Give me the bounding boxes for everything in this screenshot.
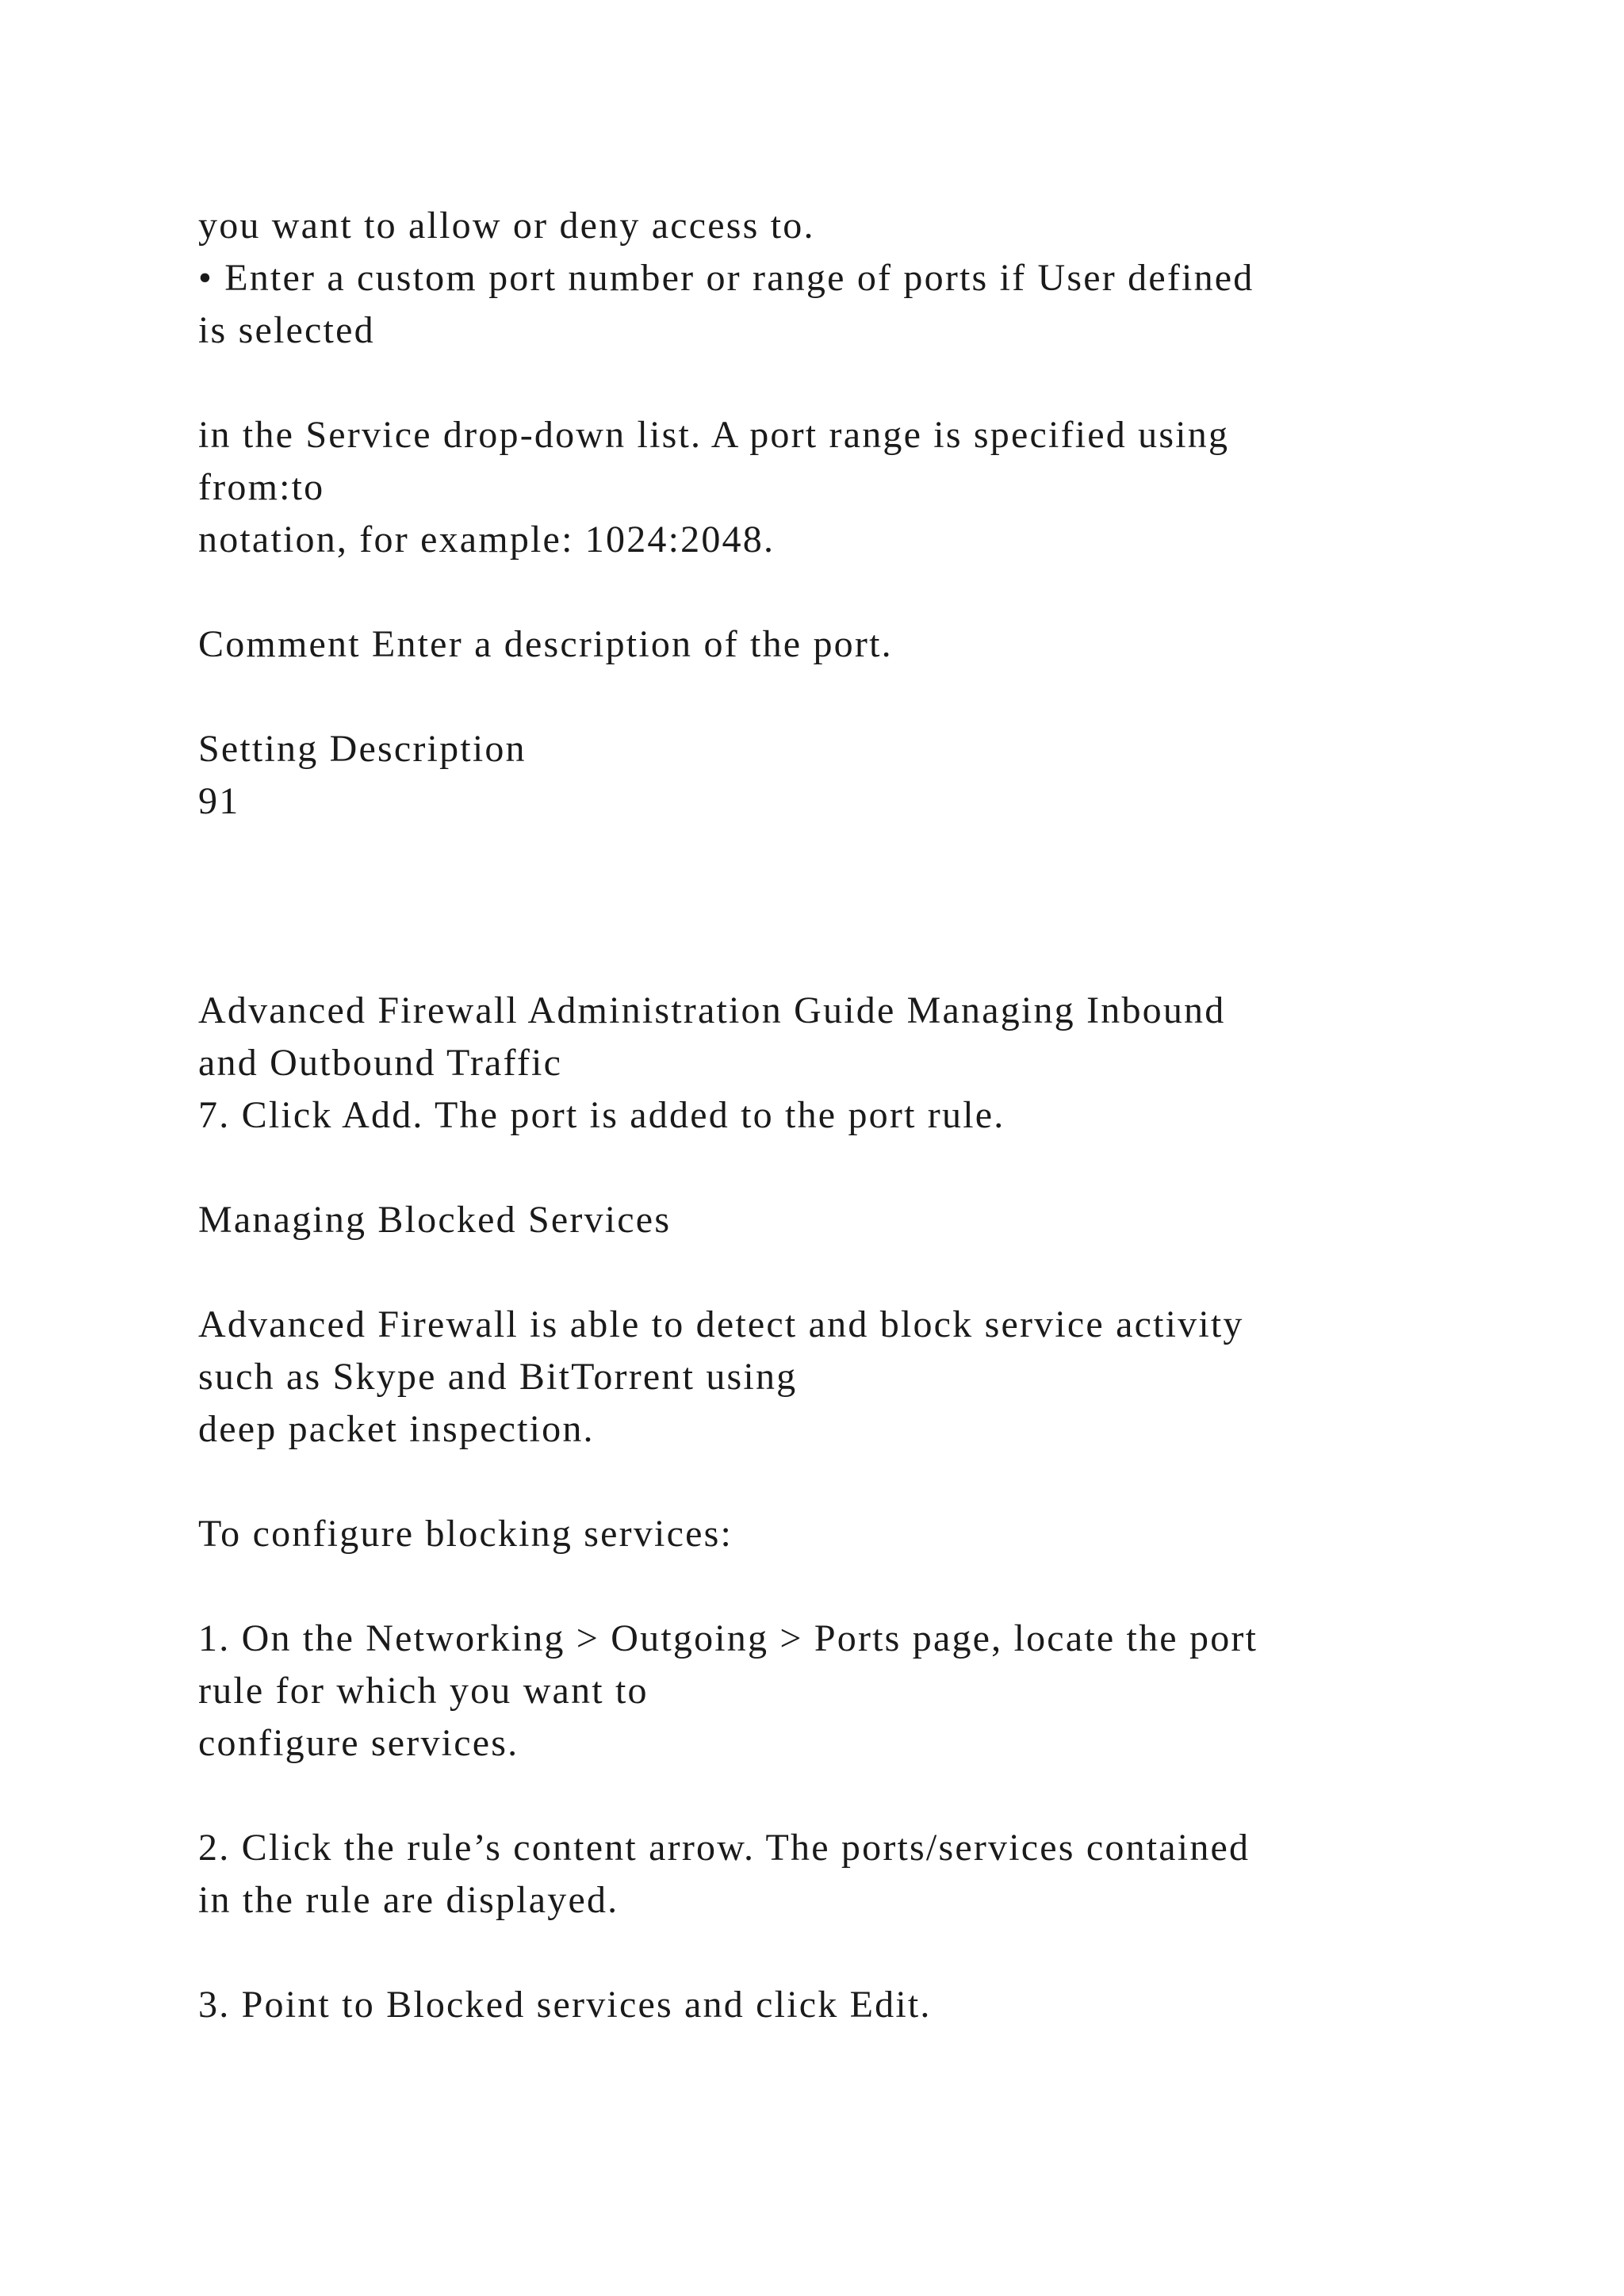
text-line: rule for which you want to (198, 1670, 649, 1712)
text-line: notation, for example: 1024:2048. (198, 519, 776, 561)
text-line: • Enter a custom port number or range of ports if User defined (198, 257, 1254, 299)
blank-line (198, 1456, 1435, 1508)
text-line: from:to (198, 466, 325, 508)
blank-line (198, 671, 1435, 723)
text-line: To configure blocking services: (198, 1513, 733, 1555)
step-2: 2. Click the rule’s content arrow. The ports/services contained (198, 1827, 1251, 1869)
text-line: in the Service drop-down list. A port range is specified using (198, 414, 1230, 456)
text-line: in the rule are displayed. (198, 1879, 619, 1921)
step-1: 1. On the Networking > Outgoing > Ports page, locate the port (198, 1617, 1258, 1659)
text-line: such as Skype and BitTorrent using (198, 1356, 798, 1398)
text-line: Setting Description (198, 728, 527, 770)
text-line: configure services. (198, 1722, 519, 1764)
running-header: and Outbound Traffic (198, 1042, 563, 1084)
page-number: 91 (198, 780, 240, 822)
blank-line (198, 1560, 1435, 1613)
blank-line (198, 357, 1435, 409)
text-line: is selected (198, 309, 375, 351)
text-line: 7. Click Add. The port is added to the port rule. (198, 1094, 1005, 1136)
document-page (198, 200, 1435, 2031)
running-header: Advanced Firewall Administration Guide Managing Inbound (198, 989, 1226, 1031)
text-line: Advanced Firewall is able to detect and block service activity (198, 1303, 1244, 1345)
text-line: you want to allow or deny access to. (198, 205, 815, 247)
step-3: 3. Point to Blocked services and click Edit. (198, 1984, 932, 2026)
blank-line (198, 1246, 1435, 1299)
page-break-space (198, 828, 1435, 985)
section-heading: Managing Blocked Services (198, 1199, 672, 1241)
blank-line (198, 1142, 1435, 1194)
text-line: deep packet inspection. (198, 1408, 595, 1450)
text-line: Comment Enter a description of the port. (198, 623, 893, 665)
blank-line (198, 566, 1435, 618)
blank-line (198, 1770, 1435, 1822)
blank-line (198, 1927, 1435, 1979)
